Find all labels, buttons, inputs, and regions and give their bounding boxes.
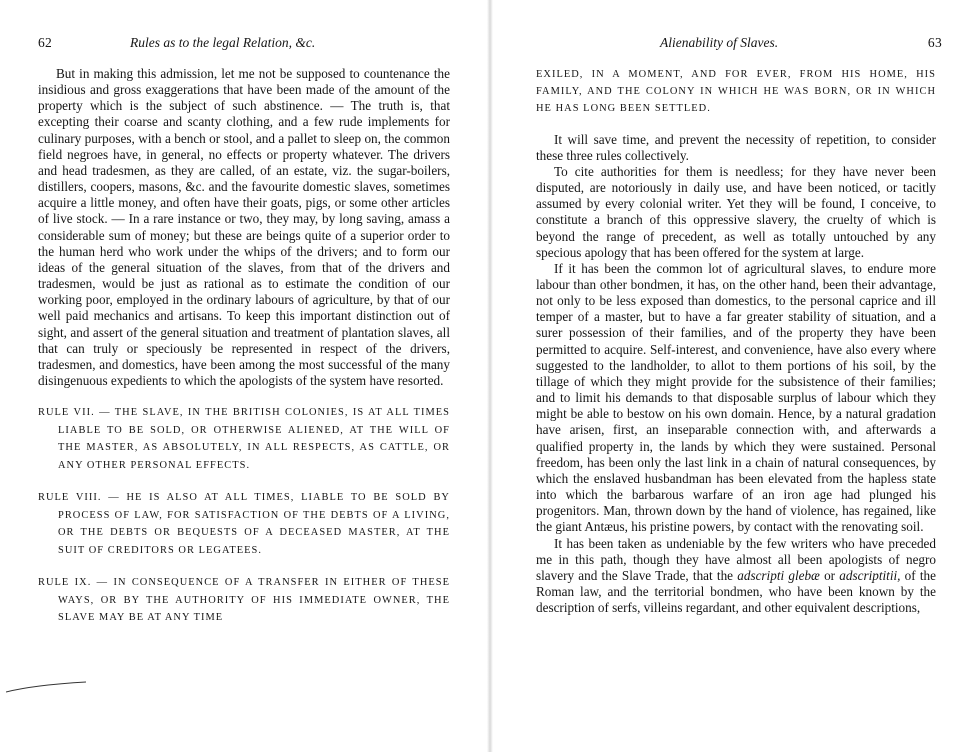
p4-latin-term-2: adscriptitii, bbox=[839, 567, 901, 583]
right-paragraph-1: It will save time, and prevent the necessity of repetition, to consider these three rules collectively. bbox=[536, 131, 936, 163]
left-paragraph: But in making this admission, let me not be supposed to countenance the insidious and gross exaggerations that have been made of the amount of the property which is the subject of such abstinence. — The truth is, that excepting their coarse and scanty clothing, and a few rude implements for culinary purposes, with a bench or stool, and a pallet to sleep on, the common field negroes have, in general, no effects or property whatever. The drivers and head tradesmen, as they are called, of an estate, viz. the sugar-boilers, distillers, coopers, masons, &c. and the favourite domestic slaves, sometimes acquire a little money, and often have their goats, pigs, or some other articles of live stock. — In a rare instance or two, they may, by long saving, amass a considerable sum of money; but these are beings quite of a superior order to the human herd who work under the whips of the drivers; and to form our ideas of the general situation of the slaves, from that of the drivers and tradesmen, would be just as rational as to estimate the condition of our working poor, employed in the ordinary labours of agriculture, by that of our well paid mechanics and artisans. To keep this important distinction out of sight, and assert of the general situation and treatment of plantation slaves, all that can truly or speciously be represented in respect of the drivers, tradesmen, and domestics, have been among the most successful of the many disingenuous expedients to which the apologists of the system have resorted. bbox=[38, 66, 450, 388]
right-page-number: 63 bbox=[927, 35, 942, 50]
pen-stroke-mark bbox=[6, 678, 86, 696]
p4-text-end: of the Roman law, and the territorial bondmen, who have been known by the description of serfs, villeins regardant, and other equivalent descriptions, bbox=[536, 567, 936, 616]
right-text-column bbox=[536, 66, 936, 616]
right-paragraph-4 bbox=[536, 536, 936, 617]
right-page bbox=[492, 0, 980, 752]
right-running-head: Alienability of Slaves. bbox=[660, 35, 779, 50]
right-page-header bbox=[492, 35, 980, 55]
rule-eight: RULE VIII. — HE IS ALSO AT ALL TIMES, LIABLE TO BE SOLD BY PROCESS OF LAW, FOR SATISFACTION OF THE DEBTS OF A LIVING, OR THE DEBTS OR BEQUESTS OF A DECEASED MASTER, AT THE SUIT OF CREDITORS OR LEGATEES. bbox=[38, 492, 450, 556]
rule-seven: RULE VII. — THE SLAVE, IN THE BRITISH COLONIES, IS AT ALL TIMES LIABLE TO BE SOLD, OR OTHERWISE ALIENED, AT THE WILL OF THE MASTER, AS ABSOLUTELY, IN ALL RESPECTS, AS CATTLE, OR ANY OTHER PERSONAL EFFECTS. bbox=[38, 407, 450, 471]
right-paragraph-2: To cite authorities for them is needless; for they have never been disputed, are notoriously in daily use, and have been noticed, or tacitly assumed by every colonial writer. Yet they will be found, I conceive, to constitute a branch of this oppressive slavery, the cruelty of which is beyond the range of precedent, as well as totally untouched by any specious apology that has been offered for the system at large. bbox=[536, 163, 936, 260]
left-text-column bbox=[38, 66, 450, 627]
p4-latin-term-1: adscripti glebæ bbox=[737, 567, 820, 583]
p4-text-or: or bbox=[819, 567, 840, 583]
right-paragraph-3: If it has been the common lot of agricultural slaves, to endure more labour than other bondmen, it has, on the other hand, been their advantage, not only to be less exposed than domestics, to the personal caprice and ill temper of a master, but to have a far greater stability of situation, and a surer possession of their families, and of the property they have been permitted to acquire. Self-interest, and convenience, have also every where suggested to the landholder, to allot to them portions of his soil, by the tillage of which they might provide for the subsistence of their families; and to limit his demands to that disposable surplus of labour which they might be able to bestow on his own domain. Hence, by a natural gradation have arisen, first, an inseparable connection with, and afterwards a qualified property in, the lands by which they were sustained. Personal freedom, has been only the last link in a chain of natural consequences, by which the enslaved husbandman has been elevated from the hapless state into which the barbarous warfare of an iron age had plunged his progenitors. Man, thrown down by the hand of violence, has regained, like the giant Antæus, his pristine powers, by contact with the renovating soil. bbox=[536, 260, 936, 535]
left-running-head: Rules as to the legal Relation, &c. bbox=[130, 35, 316, 50]
rule-nine-continuation: EXILED, IN A MOMENT, AND FOR EVER, FROM HIS HOME, HIS FAMILY, AND THE COLONY IN WHICH HE WAS BORN, OR IN WHICH HE HAS LONG BEEN SETTLED. bbox=[536, 69, 936, 115]
rule-nine: RULE IX. — IN CONSEQUENCE OF A TRANSFER IN EITHER OF THESE WAYS, OR BY THE AUTHORITY OF HIS IMMEDIATE OWNER, THE SLAVE MAY BE AT ANY TIME bbox=[38, 577, 450, 624]
p4-text-start: It has been taken as undeniable by the few writers who have preceded me in this path, though they have almost all been apologists of negro slavery and the Slave Trade, that the bbox=[536, 535, 936, 583]
left-page-number: 62 bbox=[38, 35, 53, 50]
left-page-header bbox=[0, 35, 490, 55]
